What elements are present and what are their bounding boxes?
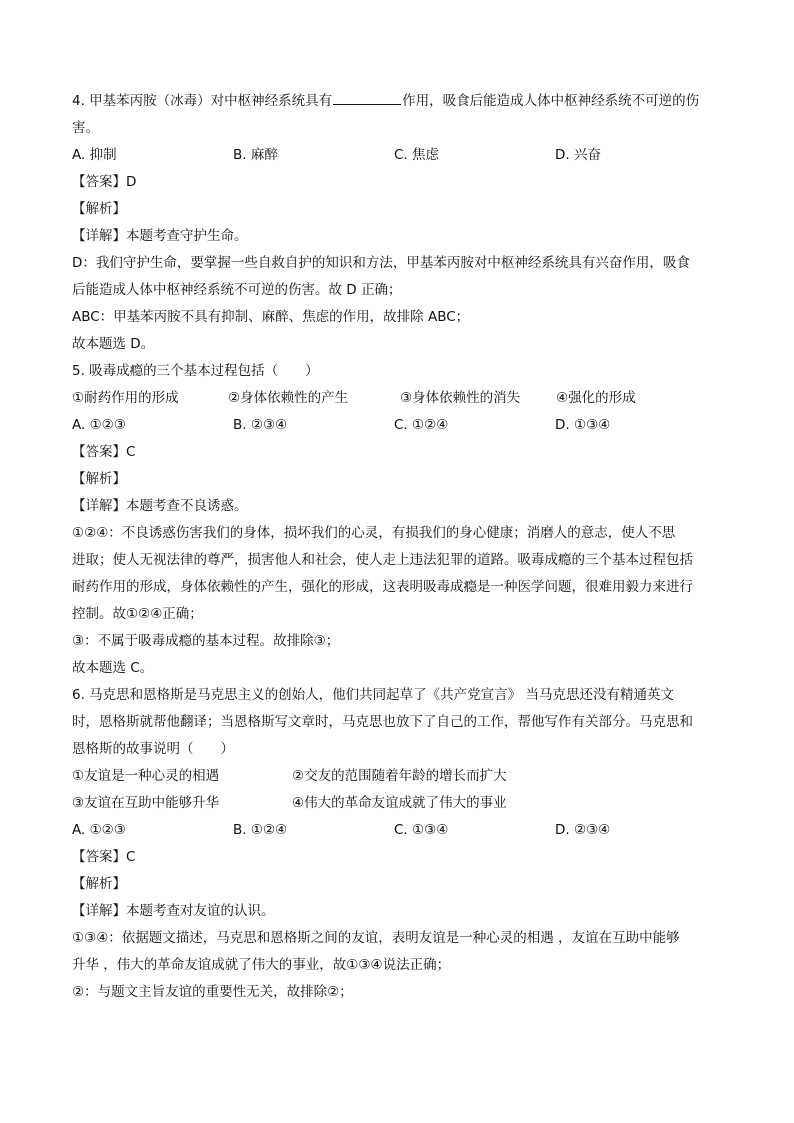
q4-explanation-line2: 后能造成人体中枢神经系统不可逆的伤害。故 D 正确； xyxy=(72,282,402,298)
q4-answer-blank xyxy=(333,90,401,105)
q4-option-a: A. 抑制 xyxy=(72,147,117,163)
q5-detail: 【详解】本题考查不良诱惑。 xyxy=(72,498,248,514)
q5-explanation-line2: 进取；使人无视法律的尊严，损害他人和社会，使人走上违法犯罪的道路。吸毒成瘾的三个基本过程包括 xyxy=(72,552,693,568)
q5-explanation-line3: 耐药作用的形成，身体依赖性的产生，强化的形成，这表明吸毒成瘾是一种医学问题，很难用毅力来进行 xyxy=(72,579,693,595)
q5-items xyxy=(72,385,722,412)
q5-explanation-line1: ①②④：不良诱惑伤害我们的身体，损坏我们的心灵，有损我们的身心健康；消磨人的意志，使人不思 xyxy=(72,525,676,541)
q6-detail: 【详解】本题考查对友谊的认识。 xyxy=(72,903,275,919)
q4-conclusion: 故本题选 D。 xyxy=(72,336,155,352)
q6-option-d: D. ②③④ xyxy=(555,822,611,838)
q5-answer: 【答案】C xyxy=(72,444,136,460)
q6-item-3: ③友谊在互助中能够升华 xyxy=(72,795,220,811)
q4-detail: 【详解】本题考查守护生命。 xyxy=(72,228,248,244)
q5-item-4: ④强化的形成 xyxy=(556,390,636,406)
q4-option-d: D. 兴奋 xyxy=(555,147,601,163)
q5-stem: 5. 吸毒成瘾的三个基本过程包括（ ） xyxy=(72,363,319,379)
q6-analysis-label: 【解析】 xyxy=(72,876,126,892)
q6-option-b: B. ①②④ xyxy=(233,822,288,838)
q6-explanation-2: ②：与题文主旨友谊的重要性无关，故排除②； xyxy=(72,984,353,1000)
q6-option-a: A. ①②③ xyxy=(72,822,126,838)
q4-stem-pre: 4. 甲基苯丙胺（冰毒）对中枢神经系统具有 xyxy=(72,93,333,109)
q4-stem-line2: 害。 xyxy=(72,120,99,136)
q4-analysis-label: 【解析】 xyxy=(72,201,126,217)
q6-item-2: ②交友的范围随着年龄的增长而扩大 xyxy=(292,768,507,784)
q4-answer: 【答案】D xyxy=(72,174,137,190)
q5-options xyxy=(72,412,722,439)
q5-explanation-line4: 控制。故①②④正确； xyxy=(72,606,203,622)
q5-item-2: ②身体依赖性的产生 xyxy=(228,390,349,406)
q6-stem-line2: 时，恩格斯就帮他翻译；当恩格斯写文章时，马克思也放下了自己的工作，帮他写作有关部分。马克思和 xyxy=(72,714,693,730)
q6-explanation-line1: ①③④：依据题文描述，马克思和恩格斯之间的友谊，表明友谊是一种心灵的相遇 ，友谊在互助中能够 xyxy=(72,930,680,946)
q6-items-row1 xyxy=(72,763,722,790)
q4-option-c: C. 焦虑 xyxy=(394,147,440,163)
q5-option-c: C. ①②④ xyxy=(394,417,449,433)
q4-option-b: B. 麻醉 xyxy=(233,147,278,163)
q6-options xyxy=(72,817,722,844)
q4-explanation-line1: D：我们守护生命，要掌握一些自救自护的知识和方法，甲基苯丙胺对中枢神经系统具有兴奋作用，吸食 xyxy=(72,255,690,271)
q5-item-1: ①耐药作用的形成 xyxy=(72,390,179,406)
q6-items-row2 xyxy=(72,790,722,817)
q6-answer: 【答案】C xyxy=(72,849,136,865)
q5-explanation-2: ③：不属于吸毒成瘾的基本过程。故排除③； xyxy=(72,633,340,649)
q6-item-4: ④伟大的革命友谊成就了伟大的事业 xyxy=(292,795,507,811)
q4-explanation-2: ABC：甲基苯丙胺不具有抑制、麻醉、焦虑的作用，故排除 ABC； xyxy=(72,309,470,325)
document-page xyxy=(72,88,722,1006)
q5-conclusion: 故本题选 C。 xyxy=(72,660,154,676)
q5-option-d: D. ①③④ xyxy=(555,417,611,433)
q5-analysis-label: 【解析】 xyxy=(72,471,126,487)
q4-stem xyxy=(72,88,722,115)
q5-option-b: B. ②③④ xyxy=(233,417,288,433)
q6-stem-line1: 6. 马克思和恩格斯是马克思主义的创始人，他们共同起草了《共产党宣言》 当马克思还没有精通英文 xyxy=(72,687,674,703)
q5-item-3: ③身体依赖性的消失 xyxy=(400,390,521,406)
q6-item-1: ①友谊是一种心灵的相遇 xyxy=(72,768,220,784)
q4-stem-post: 作用，吸食后能造成人体中枢神经系统不可逆的伤 xyxy=(402,93,700,109)
q5-option-a: A. ①②③ xyxy=(72,417,126,433)
q6-stem-line3: 恩格斯的故事说明（ ） xyxy=(72,741,234,757)
q6-explanation-line2: 升华 ，伟大的革命友谊成就了伟大的事业，故①③④说法正确； xyxy=(72,957,451,973)
q6-option-c: C. ①③④ xyxy=(394,822,449,838)
q4-options xyxy=(72,142,722,169)
